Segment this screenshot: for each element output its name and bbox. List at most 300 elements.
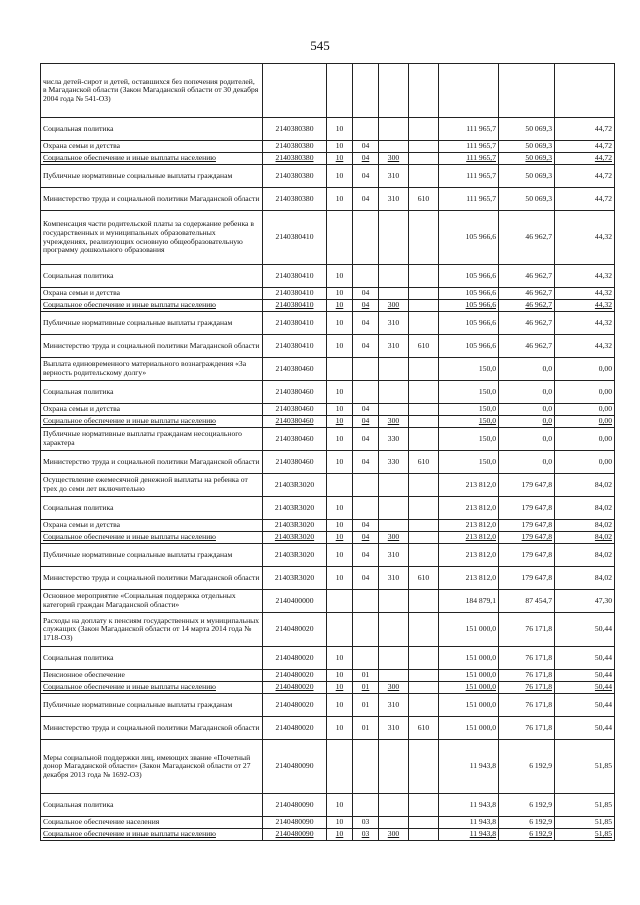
executed-amount: 0,0: [499, 451, 555, 474]
section-code: 10: [327, 567, 353, 590]
row-name: Охрана семьи и детства: [41, 404, 263, 416]
execution-percent: 44,32: [555, 335, 615, 358]
row-name: Социальная политика: [41, 265, 263, 288]
department-code: [409, 416, 439, 428]
execution-percent: 44,32: [555, 211, 615, 265]
section-code: [327, 590, 353, 613]
executed-amount: 50 069,3: [499, 153, 555, 165]
execution-percent: 84,02: [555, 520, 615, 532]
table-row: [41, 381, 615, 404]
expense-type-code: 300: [379, 829, 409, 841]
subsection-code: 01: [353, 670, 379, 682]
expense-type-code: [379, 404, 409, 416]
planned-amount: 213 812,0: [439, 532, 499, 544]
department-code: [409, 497, 439, 520]
department-code: [409, 404, 439, 416]
subsection-code: 01: [353, 694, 379, 717]
department-code: [409, 794, 439, 817]
execution-percent: 44,32: [555, 312, 615, 335]
expense-type-code: 330: [379, 428, 409, 451]
row-name: Министерство труда и социальной политики Магаданской области: [41, 717, 263, 740]
table-row: [41, 717, 615, 740]
table-row: [41, 451, 615, 474]
row-name: Министерство труда и социальной политики Магаданской области: [41, 335, 263, 358]
table-row: [41, 520, 615, 532]
target-article-code: 2140480020: [263, 682, 327, 694]
execution-percent: 84,02: [555, 544, 615, 567]
execution-percent: 47,30: [555, 590, 615, 613]
subsection-code: 04: [353, 416, 379, 428]
planned-amount: 111 965,7: [439, 153, 499, 165]
executed-amount: 46 962,7: [499, 300, 555, 312]
executed-amount: 0,0: [499, 381, 555, 404]
executed-amount: 179 647,8: [499, 567, 555, 590]
execution-percent: 84,02: [555, 567, 615, 590]
table-row: [41, 544, 615, 567]
execution-percent: 84,02: [555, 474, 615, 497]
department-code: [409, 141, 439, 153]
department-code: 610: [409, 567, 439, 590]
section-code: 10: [327, 381, 353, 404]
execution-percent: 51,85: [555, 817, 615, 829]
department-code: [409, 211, 439, 265]
expense-type-code: [379, 118, 409, 141]
target-article-code: 21403R3020: [263, 520, 327, 532]
department-code: [409, 153, 439, 165]
executed-amount: 6 192,9: [499, 740, 555, 794]
section-code: [327, 740, 353, 794]
expense-type-code: [379, 520, 409, 532]
table-row: [41, 647, 615, 670]
row-name: Расходы на доплату к пенсиям государственных и муниципальных служащих (Закон Магаданской области от 14 марта 2014 года № 1718-ОЗ): [41, 613, 263, 647]
executed-amount: 46 962,7: [499, 335, 555, 358]
execution-percent: 50,44: [555, 647, 615, 670]
table-row: [41, 474, 615, 497]
expense-type-code: 310: [379, 694, 409, 717]
target-article-code: 2140480090: [263, 794, 327, 817]
table-row: [41, 64, 615, 118]
subsection-code: [353, 474, 379, 497]
subsection-code: 04: [353, 300, 379, 312]
table-row: [41, 497, 615, 520]
expense-type-code: 310: [379, 312, 409, 335]
planned-amount: 213 812,0: [439, 497, 499, 520]
department-code: [409, 520, 439, 532]
planned-amount: 111 965,7: [439, 141, 499, 153]
row-name: Выплата единовременного материального вознаграждения «За верность родительскому долгу»: [41, 358, 263, 381]
target-article-code: 2140480020: [263, 613, 327, 647]
subsection-code: 04: [353, 335, 379, 358]
subsection-code: [353, 358, 379, 381]
planned-amount: 11 943,8: [439, 817, 499, 829]
planned-amount: 213 812,0: [439, 520, 499, 532]
section-code: 10: [327, 717, 353, 740]
planned-amount: 151 000,0: [439, 694, 499, 717]
target-article-code: 2140380410: [263, 312, 327, 335]
row-name: Социальная политика: [41, 647, 263, 670]
target-article-code: 2140480020: [263, 647, 327, 670]
expense-type-code: [379, 497, 409, 520]
expense-type-code: [379, 265, 409, 288]
target-article-code: 2140380410: [263, 211, 327, 265]
executed-amount: 46 962,7: [499, 211, 555, 265]
subsection-code: [353, 381, 379, 404]
department-code: [409, 740, 439, 794]
target-article-code: 2140400000: [263, 590, 327, 613]
department-code: [409, 590, 439, 613]
row-name: Социальная политика: [41, 497, 263, 520]
executed-amount: 0,0: [499, 428, 555, 451]
department-code: [409, 118, 439, 141]
table-row: [41, 694, 615, 717]
target-article-code: 2140380460: [263, 428, 327, 451]
target-article-code: 2140380460: [263, 416, 327, 428]
executed-amount: 76 171,8: [499, 694, 555, 717]
execution-percent: 84,02: [555, 532, 615, 544]
subsection-code: [353, 497, 379, 520]
planned-amount: 105 966,6: [439, 335, 499, 358]
planned-amount: 150,0: [439, 404, 499, 416]
subsection-code: 04: [353, 428, 379, 451]
execution-percent: 50,44: [555, 613, 615, 647]
expense-type-code: 300: [379, 416, 409, 428]
planned-amount: 151 000,0: [439, 717, 499, 740]
expense-type-code: [379, 670, 409, 682]
expense-type-code: 310: [379, 567, 409, 590]
executed-amount: 87 454,7: [499, 590, 555, 613]
target-article-code: 2140380460: [263, 451, 327, 474]
executed-amount: 50 069,3: [499, 118, 555, 141]
row-name: Публичные нормативные выплаты гражданам несоциального характера: [41, 428, 263, 451]
row-name: Меры социальной поддержки лиц, имеющих звание «Почетный донор Магаданской области» (Закон Магаданской области от 27 декабря 2013 года № 1692-ОЗ): [41, 740, 263, 794]
section-code: [327, 64, 353, 118]
executed-amount: 76 171,8: [499, 682, 555, 694]
department-code: [409, 613, 439, 647]
row-name: Социальное обеспечение и иные выплаты населению: [41, 682, 263, 694]
subsection-code: 04: [353, 312, 379, 335]
table-row: [41, 532, 615, 544]
target-article-code: 21403R3020: [263, 544, 327, 567]
planned-amount: 11 943,8: [439, 794, 499, 817]
planned-amount: [439, 64, 499, 118]
row-name: Пенсионное обеспечение: [41, 670, 263, 682]
planned-amount: 150,0: [439, 381, 499, 404]
row-name: Компенсация части родительской платы за содержание ребенка в государственных и муниципальных образовательных учреждениях, реализующих основную общеобразовательную программу дошкольного образования: [41, 211, 263, 265]
table-row: [41, 300, 615, 312]
target-article-code: 2140480090: [263, 829, 327, 841]
table-row: [41, 817, 615, 829]
subsection-code: [353, 590, 379, 613]
table-row: [41, 358, 615, 381]
execution-percent: 44,32: [555, 300, 615, 312]
section-code: 10: [327, 670, 353, 682]
execution-percent: 50,44: [555, 694, 615, 717]
planned-amount: 105 966,6: [439, 312, 499, 335]
execution-percent: 51,85: [555, 740, 615, 794]
subsection-code: 04: [353, 141, 379, 153]
execution-percent: 51,85: [555, 794, 615, 817]
row-name: Публичные нормативные социальные выплаты гражданам: [41, 165, 263, 188]
target-article-code: 21403R3020: [263, 567, 327, 590]
planned-amount: 105 966,6: [439, 288, 499, 300]
planned-amount: 184 879,1: [439, 590, 499, 613]
subsection-code: [353, 647, 379, 670]
subsection-code: [353, 613, 379, 647]
section-code: 10: [327, 520, 353, 532]
target-article-code: 2140380410: [263, 300, 327, 312]
section-code: 10: [327, 300, 353, 312]
table-row: [41, 567, 615, 590]
subsection-code: 04: [353, 520, 379, 532]
row-name: Основное мероприятие «Социальная поддержка отдельных категорий граждан Магаданской области»: [41, 590, 263, 613]
section-code: [327, 211, 353, 265]
department-code: 610: [409, 335, 439, 358]
section-code: 10: [327, 682, 353, 694]
target-article-code: 21403R3020: [263, 497, 327, 520]
department-code: [409, 428, 439, 451]
executed-amount: 6 192,9: [499, 794, 555, 817]
department-code: [409, 670, 439, 682]
executed-amount: 76 171,8: [499, 717, 555, 740]
target-article-code: 21403R3020: [263, 532, 327, 544]
target-article-code: 2140480020: [263, 670, 327, 682]
expense-type-code: [379, 64, 409, 118]
expense-type-code: 310: [379, 544, 409, 567]
department-code: [409, 474, 439, 497]
table-row: [41, 141, 615, 153]
executed-amount: 179 647,8: [499, 497, 555, 520]
execution-percent: 44,72: [555, 188, 615, 211]
department-code: [409, 817, 439, 829]
subsection-code: 04: [353, 544, 379, 567]
subsection-code: [353, 740, 379, 794]
table-row: [41, 670, 615, 682]
target-article-code: 2140380460: [263, 358, 327, 381]
expense-type-code: [379, 474, 409, 497]
subsection-code: 04: [353, 288, 379, 300]
section-code: 10: [327, 428, 353, 451]
expense-type-code: 300: [379, 532, 409, 544]
expense-type-code: 310: [379, 717, 409, 740]
department-code: [409, 682, 439, 694]
department-code: [409, 829, 439, 841]
target-article-code: 2140380460: [263, 404, 327, 416]
table-row: [41, 613, 615, 647]
planned-amount: 105 966,6: [439, 211, 499, 265]
executed-amount: 46 962,7: [499, 312, 555, 335]
section-code: 10: [327, 694, 353, 717]
target-article-code: 2140380380: [263, 153, 327, 165]
planned-amount: 213 812,0: [439, 544, 499, 567]
execution-percent: 0,00: [555, 428, 615, 451]
table-row: [41, 416, 615, 428]
expense-type-code: [379, 740, 409, 794]
expense-type-code: 310: [379, 165, 409, 188]
row-name: Социальное обеспечение и иные выплаты населению: [41, 829, 263, 841]
department-code: [409, 358, 439, 381]
department-code: [409, 165, 439, 188]
table-row: [41, 118, 615, 141]
expense-type-code: 300: [379, 153, 409, 165]
row-name: Социальное обеспечение и иные выплаты населению: [41, 416, 263, 428]
expense-type-code: [379, 211, 409, 265]
row-name: Социальное обеспечение населения: [41, 817, 263, 829]
department-code: 610: [409, 717, 439, 740]
table-row: [41, 794, 615, 817]
row-name: Охрана семьи и детства: [41, 520, 263, 532]
expense-type-code: 330: [379, 451, 409, 474]
planned-amount: 150,0: [439, 428, 499, 451]
planned-amount: 11 943,8: [439, 829, 499, 841]
expense-type-code: [379, 817, 409, 829]
executed-amount: 6 192,9: [499, 817, 555, 829]
section-code: 10: [327, 288, 353, 300]
executed-amount: 76 171,8: [499, 670, 555, 682]
planned-amount: 213 812,0: [439, 474, 499, 497]
planned-amount: 150,0: [439, 451, 499, 474]
row-name: Охрана семьи и детства: [41, 288, 263, 300]
row-name: Министерство труда и социальной политики Магаданской области: [41, 451, 263, 474]
department-code: [409, 312, 439, 335]
subsection-code: 01: [353, 682, 379, 694]
execution-percent: 44,32: [555, 265, 615, 288]
expense-type-code: 310: [379, 188, 409, 211]
table-row: [41, 404, 615, 416]
subsection-code: 04: [353, 567, 379, 590]
expense-type-code: [379, 794, 409, 817]
execution-percent: 44,32: [555, 288, 615, 300]
executed-amount: 179 647,8: [499, 532, 555, 544]
execution-percent: 50,44: [555, 717, 615, 740]
table-row: [41, 265, 615, 288]
section-code: 10: [327, 544, 353, 567]
section-code: [327, 474, 353, 497]
section-code: 10: [327, 165, 353, 188]
planned-amount: 11 943,8: [439, 740, 499, 794]
section-code: 10: [327, 647, 353, 670]
target-article-code: 2140380380: [263, 188, 327, 211]
section-code: 10: [327, 497, 353, 520]
subsection-code: 01: [353, 717, 379, 740]
expense-type-code: [379, 613, 409, 647]
expense-type-code: [379, 381, 409, 404]
budget-table-body: [41, 64, 615, 841]
subsection-code: [353, 64, 379, 118]
subsection-code: 04: [353, 532, 379, 544]
target-article-code: 2140380380: [263, 141, 327, 153]
target-article-code: 2140380380: [263, 165, 327, 188]
subsection-code: [353, 211, 379, 265]
execution-percent: [555, 64, 615, 118]
department-code: 610: [409, 188, 439, 211]
planned-amount: 111 965,7: [439, 118, 499, 141]
section-code: 10: [327, 794, 353, 817]
expense-type-code: 310: [379, 335, 409, 358]
expense-type-code: [379, 590, 409, 613]
target-article-code: 2140380460: [263, 381, 327, 404]
section-code: 10: [327, 416, 353, 428]
execution-percent: 84,02: [555, 497, 615, 520]
target-article-code: 2140480090: [263, 740, 327, 794]
subsection-code: 04: [353, 153, 379, 165]
section-code: 10: [327, 451, 353, 474]
section-code: 10: [327, 265, 353, 288]
executed-amount: 50 069,3: [499, 165, 555, 188]
planned-amount: 105 966,6: [439, 265, 499, 288]
planned-amount: 105 966,6: [439, 300, 499, 312]
table-row: [41, 165, 615, 188]
expense-type-code: [379, 647, 409, 670]
department-code: [409, 265, 439, 288]
subsection-code: [353, 794, 379, 817]
row-name: Публичные нормативные социальные выплаты гражданам: [41, 544, 263, 567]
subsection-code: [353, 118, 379, 141]
department-code: [409, 288, 439, 300]
subsection-code: 03: [353, 817, 379, 829]
page-number: 545: [310, 38, 330, 53]
row-name: Публичные нормативные социальные выплаты гражданам: [41, 312, 263, 335]
planned-amount: 111 965,7: [439, 165, 499, 188]
row-name: Публичные нормативные социальные выплаты гражданам: [41, 694, 263, 717]
planned-amount: 150,0: [439, 358, 499, 381]
execution-percent: 51,85: [555, 829, 615, 841]
section-code: 10: [327, 141, 353, 153]
execution-percent: 44,72: [555, 141, 615, 153]
department-code: [409, 300, 439, 312]
department-code: [409, 532, 439, 544]
row-name: Охрана семьи и детства: [41, 141, 263, 153]
table-row: [41, 335, 615, 358]
executed-amount: 46 962,7: [499, 288, 555, 300]
section-code: 10: [327, 404, 353, 416]
expense-type-code: [379, 288, 409, 300]
expense-type-code: 300: [379, 300, 409, 312]
execution-percent: 0,00: [555, 451, 615, 474]
section-code: 10: [327, 335, 353, 358]
row-name: Социальная политика: [41, 794, 263, 817]
executed-amount: 50 069,3: [499, 141, 555, 153]
budget-table: [40, 63, 615, 841]
expense-type-code: [379, 358, 409, 381]
planned-amount: 151 000,0: [439, 613, 499, 647]
table-row: [41, 312, 615, 335]
row-name: Министерство труда и социальной политики Магаданской области: [41, 188, 263, 211]
section-code: [327, 358, 353, 381]
target-article-code: 2140380410: [263, 288, 327, 300]
executed-amount: 0,0: [499, 416, 555, 428]
target-article-code: 2140480020: [263, 717, 327, 740]
department-code: [409, 544, 439, 567]
subsection-code: [353, 265, 379, 288]
executed-amount: 50 069,3: [499, 188, 555, 211]
section-code: 10: [327, 312, 353, 335]
department-code: 610: [409, 451, 439, 474]
section-code: 10: [327, 532, 353, 544]
execution-percent: 0,00: [555, 381, 615, 404]
department-code: [409, 381, 439, 404]
row-name: Социальное обеспечение и иные выплаты населению: [41, 532, 263, 544]
planned-amount: 213 812,0: [439, 567, 499, 590]
row-name: Осуществление ежемесячной денежной выплаты на ребенка от трех до семи лет включительно: [41, 474, 263, 497]
row-name: Социальное обеспечение и иные выплаты населению: [41, 153, 263, 165]
subsection-code: 04: [353, 404, 379, 416]
target-article-code: 2140480090: [263, 817, 327, 829]
executed-amount: 76 171,8: [499, 613, 555, 647]
expense-type-code: [379, 141, 409, 153]
row-name: Социальное обеспечение и иные выплаты населению: [41, 300, 263, 312]
table-row: [41, 590, 615, 613]
executed-amount: 6 192,9: [499, 829, 555, 841]
